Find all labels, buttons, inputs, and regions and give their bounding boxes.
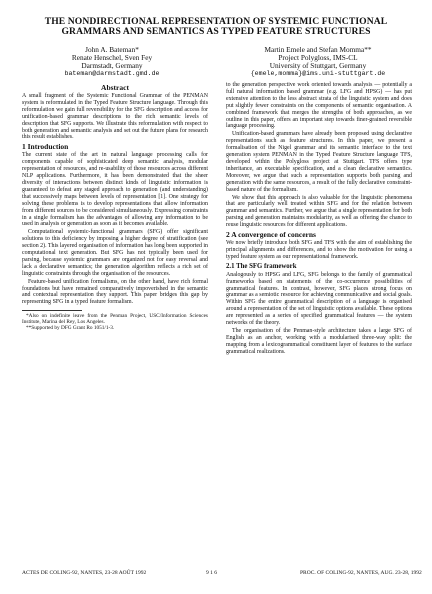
footnote: **Supported by DFG Grant Ro 1051/1-3. <box>26 325 115 332</box>
footnote-rule <box>22 310 82 311</box>
page-number: 9 1 6 <box>206 570 217 576</box>
section-heading-convergence: 2 A convergence of concerns <box>226 230 316 240</box>
paragraph: We now briefly introduce both SFG and TFS with the aim of establishing the principal alignments and differences, and to show the motivation for using a typed feature system as our representational framework. <box>226 240 412 260</box>
paragraph: The organisation of the Penman-style architecture takes a large SFG of English as an anchor, working with a modularised three-way split: the mapping from a lexicogrammatical constituent layer of features to the surface grammatical realizations. <box>226 328 412 355</box>
paragraph: Computational systemic-functional grammars (SFG) offer significant solutions to this deficiency by imposing a higher degree of stratification (see section 2). This layered organisation of information has long been supported in computational text generation. But SFG has not typically been used for parsing, because systemic grammars are organized not for easy reversal and lack a declarative semantics; the generation algorithm reflects a rich set of linguistic constraints through the organisation of the resources. <box>22 229 208 277</box>
author-email: bateman@darmstadt.gmd.de <box>64 70 160 77</box>
right-column <box>226 82 412 357</box>
author-place: Darmstadt, Germany <box>81 61 143 70</box>
paragraph: Unification-based grammars have already been proposed using declarative representations such as feature structures. In this paper, we present a formalisation of the Nigel grammar and its semantic interface to the text generation system PENMAN in the Typed Feature Structure language TFS, developed within the Polygloss project at Stuttgart. TFS offers type inheritance, an executable specification, and a clean declarative semantics. Moreover, we argue that such a representation supports both parsing and generation with the same resources, a result of the fully declarative constraint-based nature of the formalism. <box>226 131 412 193</box>
paragraph: to the generation perspective work oriented towards analysis — potentially a full natural information based grammar (e.g. LFG and HPSG) — has put extensive attention to the less abstract strata of the linguistic system and does put slightly fewer constraints on the components of semantic organisation. A combined framework that merges the strengths of both approaches, as we outline in this paper, offers an important step towards finer-grained reversible language processing. <box>226 82 412 130</box>
abstract-text: A small fragment of the Systemic Functional Grammar of the PENMAN system is reformulated in the Typed Feature Structure language. Through this reformulation we gain full reversibility for the SFG description and access for unification-based grammar descriptions to the rich semantic levels of description that SFG supports. We illustrate this reformulation with respect to both generation and semantic analysis and set out the future plans for research this result establishes. <box>22 93 208 141</box>
left-column <box>22 82 208 332</box>
paragraph: We show that this approach is also valuable for the linguistic phenomena that are particularly well treated within SFG and for the relation between grammar and semantics. Further, we argue that a single representation for both parsing and generation maintains modularity, as well as offering the chance to reuse linguistic resources for different applications. <box>226 194 412 229</box>
paper-title: THE NONDIRECTIONAL REPRESENTATION OF SYSTEMIC FUNCTIONAL GRAMMARS AND SEMANTICS AS TYPED FEATURE STRUCTURES <box>44 16 388 37</box>
footer-left: ACTES DE COLING-92, NANTES, 23-28 AOÛT 1992 <box>22 570 147 576</box>
author-block-left <box>22 46 202 78</box>
abstract-heading: Abstract <box>101 83 129 92</box>
paragraph: Analogously to HPSG and LFG, SFG belongs to the family of grammatical frameworks based on statements of the co-occurrence possibilities of grammatical features. In contrast, however, SFG places strong focus on grammar as a semiotic resource for achieving communicative and social goals. Within SFG the entire grammatical description of a language is organised around a representation of the set of linguistic options available. These options are represented as a series of specified grammatical features — the system networks of the theory. <box>226 271 412 327</box>
author-org: University of Stuttgart, Germany <box>269 61 367 70</box>
footer-right: PROC. OF COLING-92, NANTES, AUG. 23-28, 1992 <box>300 570 422 576</box>
author-names: Martin Emele and Stefan Momma** <box>264 45 372 54</box>
paragraph: Feature-based unification formalisms, on the other hand, have rich formal foundations but have remained comparatively impoverished in the semantic and contextual representation they support. This paper bridges this gap by representing SFG in a typed feature formalism. <box>22 278 208 306</box>
author-names: John A. Bateman* <box>85 45 139 54</box>
author-email: {emele,momma}@ims.uni-stuttgart.de <box>250 70 386 77</box>
footnote: *Also on indefinite leave from the Penman Project, USC/Information Sciences Institute, Marina del Rey, Los Angeles. <box>22 313 208 326</box>
subsection-heading-sfg: 2.1 The SFG framework <box>226 262 297 270</box>
author-names-secondary: Renate Henschel, Sven Fey <box>71 53 153 62</box>
section-heading-introduction: 1 Introduction <box>22 142 69 152</box>
paragraph: The current state of the art in natural language processing calls for components capable of sophisticated deep semantic analysis, modular representation of resources, and re-usability of those resources across different NLP applications. Furthermore, it has been demonstrated that the sheer diversity of interactions between distinct kinds of linguistic information is guaranteed to defeat any staged approach to generation (and understanding) that successively maps between levels of representation [1]. One strategy for solving these problems is to develop representations that allow information from different sources to be considered simultaneously. Expressing constraints in a single formalism has the advantages of allowing any information to be used in analysis or generation as soon as it becomes available. <box>22 152 208 228</box>
author-block-right <box>228 46 408 78</box>
author-names-secondary: Project Polygloss, IMS-CL <box>278 53 358 62</box>
